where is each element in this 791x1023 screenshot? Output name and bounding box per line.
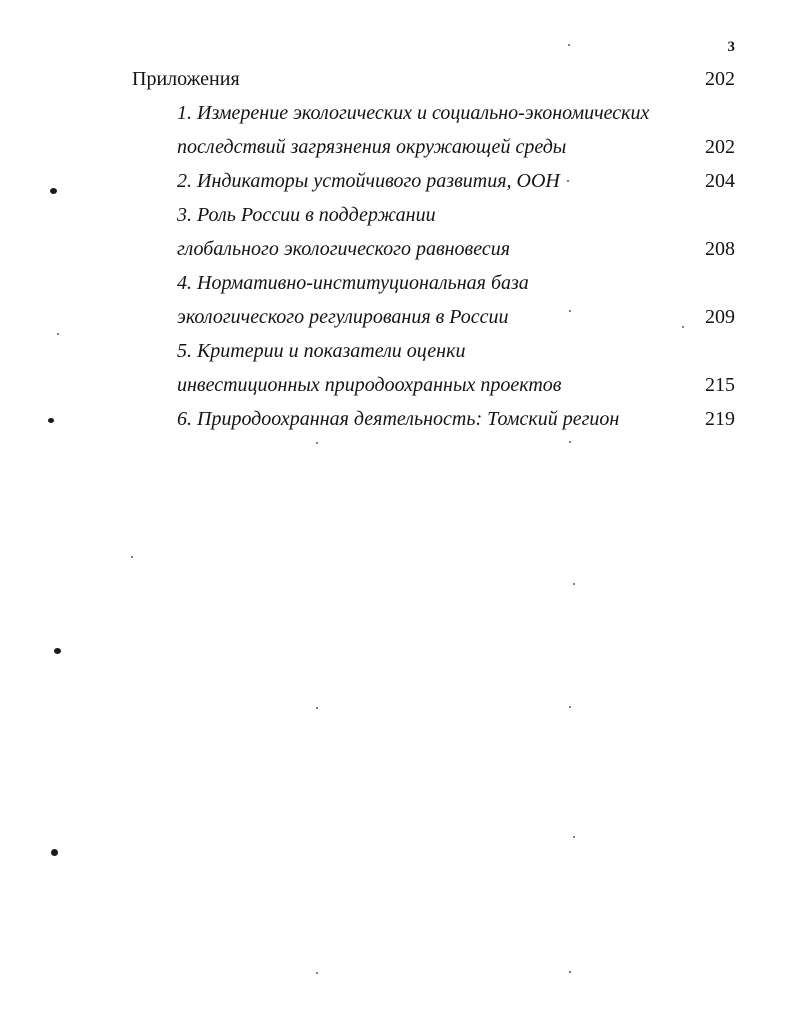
scan-dot — [316, 442, 318, 444]
toc-entry-5-line2: инвестиционных природоохранных проектов — [177, 374, 562, 396]
toc-entry-2-page: 204 — [705, 170, 735, 192]
toc-entry-6-line1: 6. Природоохранная деятельность: Томский регион — [177, 408, 620, 430]
scan-dot — [316, 707, 318, 709]
scan-dot — [567, 180, 569, 182]
scan-dot — [682, 326, 684, 328]
toc-entry-1-page: 202 — [705, 136, 735, 158]
toc-heading-page: 202 — [705, 68, 735, 90]
scan-speck — [50, 188, 57, 194]
scan-speck — [48, 418, 54, 423]
scan-dot — [569, 706, 571, 708]
toc-entry-2-line1: 2. Индикаторы устойчивого развития, ООН — [177, 170, 560, 192]
toc-entry-5-page: 215 — [705, 374, 735, 396]
scan-speck — [54, 648, 61, 654]
toc-entry-4-line1: 4. Нормативно-институциональная база — [177, 272, 529, 294]
scan-dot — [131, 556, 133, 558]
toc-entry-1-line2: последствий загрязнения окружающей среды — [177, 136, 567, 158]
toc-entry-6-page: 219 — [705, 408, 735, 430]
scan-dot — [57, 333, 59, 335]
scan-dot — [573, 836, 575, 838]
page-number: 3 — [727, 39, 735, 55]
toc-entry-1-line1: 1. Измерение экологических и социально-экономических — [177, 102, 650, 124]
scan-speck — [51, 849, 58, 856]
toc-entry-3-line1: 3. Роль России в поддержании — [177, 204, 436, 226]
toc-entry-3-page: 208 — [705, 238, 735, 260]
scan-dot — [316, 972, 318, 974]
toc-entry-3-line2: глобального экологического равновесия — [177, 238, 511, 260]
toc-entry-4-line2: экологического регулирования в России — [177, 306, 509, 328]
scan-dot — [569, 971, 571, 973]
scan-dot — [573, 583, 575, 585]
toc-entry-5-line1: 5. Критерии и показатели оценки — [177, 340, 466, 362]
scan-dot — [569, 310, 571, 312]
scan-dot — [569, 441, 571, 443]
toc-heading-title: Приложения — [132, 68, 240, 90]
scan-dot — [568, 44, 570, 46]
toc-entry-4-page: 209 — [705, 306, 735, 328]
